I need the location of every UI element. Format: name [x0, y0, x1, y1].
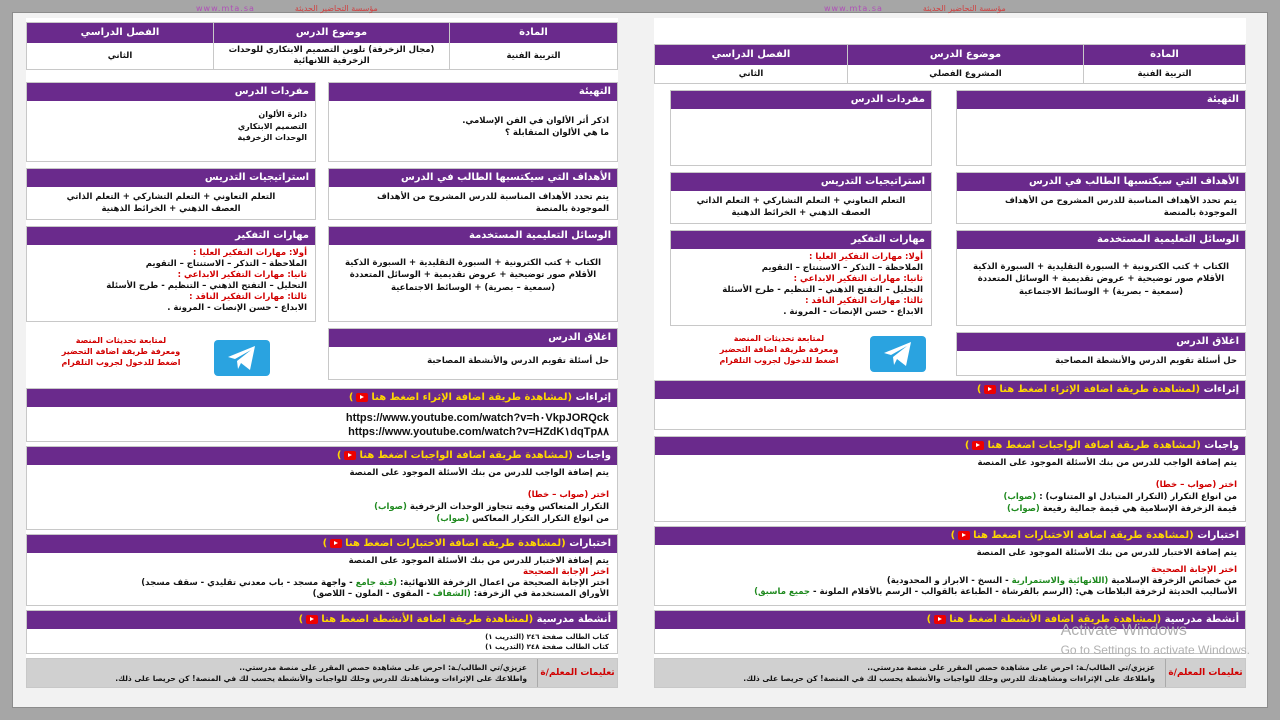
question-text: من خصائص الزخرفة الإسلامية — [1111, 576, 1237, 587]
tests-question — [663, 576, 1237, 587]
tests-header — [27, 535, 617, 553]
tests-title: اختبارات — [569, 538, 611, 549]
thinking-title: مهارات التفكير — [27, 227, 315, 245]
activities-header — [27, 611, 617, 629]
promo-line: اضغط للدخول لجروب التلقرام — [61, 357, 181, 367]
homework-question — [35, 502, 609, 514]
answer-text: (صواب) — [1007, 503, 1040, 514]
intro-line: ما هي الألوان المتقابلة ؟ — [504, 128, 609, 139]
bracket: ) — [336, 450, 342, 461]
tests-header — [655, 527, 1245, 545]
intro-title: التهيئة — [329, 83, 617, 101]
vocab-box — [670, 90, 932, 166]
enrich-header — [27, 389, 617, 407]
topic-value: (مجال الزخرفة) تلوين التصميم الابتكاري للوحدات الزخرفية اللانهائية — [228, 45, 435, 66]
answer-text: (صواب) — [374, 501, 407, 512]
youtube-icon[interactable] — [958, 531, 970, 540]
options-text: - النسخ - الابراز و المحدودية) — [886, 576, 1009, 587]
answer-text: (اللانهائية والاستمرارية — [1011, 576, 1109, 587]
thinking-heading: ثالثا: مهارات التفكير الناقد : — [189, 292, 307, 303]
bracket: ) — [298, 614, 304, 625]
youtube-icon[interactable] — [934, 615, 946, 624]
subject-value: التربية الفنية — [506, 50, 561, 61]
tools-title: الوسائل التعليمية المستخدمة — [957, 231, 1245, 249]
strategies-line: العصف الذهني + الخرائط الذهنية — [101, 204, 241, 215]
youtube-icon[interactable] — [356, 393, 368, 402]
activities-section — [654, 610, 1246, 654]
homework-section — [26, 446, 618, 530]
goals-title: الأهداف التي سيكتسبها الطالب في الدرس — [957, 173, 1245, 191]
homework-question — [663, 492, 1237, 504]
tools-line: الكتاب + كتب الكترونية + السبورة التقليدية + السبورة الذكية — [973, 262, 1229, 272]
topic-label: موضوع الدرس — [214, 23, 449, 43]
goals-text: يتم تحدد الأهداف المناسبة للدرس المشروح من الأهداف الموجودة بالمنصة — [1004, 196, 1237, 219]
topic-label: موضوع الدرس — [848, 45, 1083, 65]
thinking-line: الابداع - حسن الإنصات - المرونة . — [167, 303, 307, 314]
term-cell — [27, 23, 213, 69]
teacher-line: عزيزي/تي الطالب/ـة: احرص على مشاهدة حصص المقرر على منصة مدرستي.. — [239, 663, 527, 672]
question-text: اختر الإجابة الصحيحة من اعمال الزخرفة اللانهائية: — [399, 578, 609, 589]
promo-line: لمتابعة تحديثات المنصة — [733, 334, 825, 343]
answer-text: (الشفاف — [432, 589, 471, 600]
question-text: من انواع التكرار التكرار المعاكس — [472, 513, 609, 524]
tools-title: الوسائل التعليمية المستخدمة — [329, 227, 617, 245]
question-text: الأساليب الحديثة لزخرفة البلاطات هي: (الرسم بالفرشاة - الطباعة بالقوالب - الرسم بالأقلام الملونة - — [812, 587, 1237, 598]
tools-box — [956, 230, 1246, 326]
enrich-section — [26, 388, 618, 442]
homework-intro: يتم إضافة الواجب للدرس من بنك الأسئلة الموجود على المنصة — [977, 458, 1237, 468]
homework-question — [35, 514, 609, 526]
intro-line: اذكر أثر الألوان في الفن الإسلامي. — [462, 116, 609, 126]
homework-instruction: اختر (صواب – خطا) — [1155, 479, 1237, 490]
topic-value: المشروع الفصلي — [929, 68, 1002, 79]
tools-line: الأقلام صور توضيحية + عروض تقديمية + الوسائل المتعددة — [349, 270, 597, 281]
homework-header — [27, 447, 617, 465]
goals-title: الأهداف التي سيكتسبها الطالب في الدرس — [329, 169, 617, 187]
tests-help-link[interactable]: (لمشاهدة طريقة اضافة الاختبارات اضغط هنا — [345, 538, 566, 549]
promo-line: ومعرفة طريقة اضافة التحضير — [719, 344, 839, 354]
enrich-help-link[interactable]: (لمشاهدة طريقة اضافة الإثراء اضغط هنا — [371, 392, 573, 403]
subject-cell — [449, 23, 617, 69]
homework-section — [654, 436, 1246, 522]
options-text: - واجهة مسجد - باب معدني تقليدي - سقف مسجد) — [141, 578, 353, 589]
lesson-header — [654, 44, 1246, 84]
topic-cell — [213, 23, 449, 69]
tests-title: اختبارات — [1197, 530, 1239, 541]
activity-item: كتاب الطالب صفحة ٢٤٨ (التدريب ١) — [485, 643, 609, 652]
thinking-line: الملاحظة – التذكر – الاستنتاج – التقويم — [145, 259, 307, 270]
subject-label: المادة — [1084, 45, 1245, 65]
thinking-heading: ثانيا: مهارات التفكير الابداعي : — [177, 270, 307, 281]
vocab-title: مفردات الدرس — [27, 83, 315, 101]
thinking-box — [670, 230, 932, 326]
telegram-promo[interactable] — [694, 334, 864, 366]
watermark-title: Activate Windows — [1060, 622, 1187, 639]
thinking-line: التحليل – التفتح الذهني – التنظيم - طرح الأسئلة — [722, 285, 923, 296]
tests-intro: يتم إضافة الاختبار للدرس من بنك الأسئلة الموجود على المنصة — [348, 556, 609, 566]
activity-item: كتاب الطالب صفحة ٢٤٦ (التدريب ١) — [485, 633, 609, 641]
tools-box — [328, 226, 618, 322]
teacher-label: تعليمات المعلم/ة — [537, 659, 617, 687]
bracket: ) — [976, 384, 982, 395]
bracket: ) — [926, 614, 932, 625]
youtube-icon[interactable] — [344, 451, 356, 460]
enrich-title: إثراءات — [575, 392, 611, 403]
thinking-line: الملاحظة – التذكر – الاستنتاج – التقويم — [761, 263, 923, 274]
site-url: www.mta.sa — [824, 4, 883, 13]
activities-title: أنشطة مدرسية — [536, 614, 611, 625]
homework-question — [663, 504, 1237, 516]
thinking-heading: أولا: مهارات التفكير العليا : — [808, 252, 923, 262]
site-banner — [196, 4, 378, 13]
teacher-line: عزيزي/تي الطالب/ـة: احرص على مشاهدة حصص المقرر على منصة مدرستي.. — [867, 663, 1155, 672]
youtube-link[interactable]: https://www.youtube.com/watch?v=h٠VkpJORQck — [345, 412, 609, 424]
enrich-header — [655, 381, 1245, 399]
homework-intro: يتم إضافة الواجب للدرس من بنك الأسئلة الموجود على المنصة — [349, 468, 609, 478]
teacher-line: واطلاعك على الإثراءات ومشاهدتك للدرس وحلك للواجبات والأنشطة يحسب لك في المنصة! كن حريصا على ذلك. — [115, 674, 527, 684]
enrich-title: إثراءات — [1203, 384, 1239, 395]
tests-section — [26, 534, 618, 606]
watermark-subtitle: Go to Settings to activate Windows. — [1060, 643, 1250, 657]
goals-box — [328, 168, 618, 220]
intro-box — [328, 82, 618, 162]
closing-text: حل أسئلة تقويم الدرس والأنشطة المصاحبة — [427, 356, 609, 366]
lesson-page-right — [654, 4, 1246, 688]
activities-section — [26, 610, 618, 654]
site-url: www.mta.sa — [196, 4, 255, 13]
tools-line: (سمعية – بصرية) + الوسائط الاجتماعية — [1018, 286, 1184, 297]
closing-box — [328, 328, 618, 380]
term-value: الثاني — [107, 50, 133, 61]
activities-header — [655, 611, 1245, 629]
strategies-line: العصف الذهني + الخرائط الذهنية — [731, 208, 871, 219]
youtube-icon[interactable] — [972, 441, 984, 450]
closing-text: حل أسئلة تقويم الدرس والأنشطة المصاحبة — [1055, 356, 1237, 366]
thinking-line: الابداع - حسن الإنصات - المرونة . — [783, 307, 923, 318]
activities-help-link[interactable]: (لمشاهدة طريقة اضافة الأنشطة اضغط هنا — [321, 614, 534, 625]
thinking-heading: ثانيا: مهارات التفكير الابداعي : — [793, 274, 923, 285]
site-banner — [824, 4, 1006, 13]
question-text: من انواع التكرار (التكرار المتبادل او المتناوب) : — [1039, 491, 1237, 502]
closing-box — [956, 332, 1246, 376]
site-name: مؤسسة التحاضير الحديثة — [294, 4, 378, 13]
youtube-icon[interactable] — [306, 615, 318, 624]
term-label: الفصل الدراسي — [27, 23, 213, 43]
promo-line: ومعرفة طريقة اضافة التحضير — [61, 346, 181, 356]
promo-line: اضغط للدخول لجروب التلقرام — [719, 355, 839, 365]
subject-cell — [1083, 45, 1245, 83]
enrich-help-link[interactable]: (لمشاهدة طريقة اضافة الإثراء اضغط هنا — [999, 384, 1201, 395]
closing-title: اغلاق الدرس — [957, 333, 1245, 351]
tests-question — [35, 589, 609, 600]
answer-text: (صواب) — [436, 513, 470, 524]
tests-help-link[interactable]: (لمشاهدة طريقة اضافة الاختبارات اضغط هنا — [973, 530, 1194, 541]
telegram-button[interactable] — [870, 336, 926, 372]
question-text: قيمة الزخرفة الإسلامية هي قيمة جمالية رفيعة — [1042, 503, 1237, 514]
strategies-box — [670, 172, 932, 224]
goals-text: يتم تحدد الأهداف المناسبة للدرس المشروح من الأهداف الموجودة بالمنصة — [376, 192, 609, 215]
topic-cell — [847, 45, 1083, 83]
thinking-box — [26, 226, 316, 322]
answer-text: جميع ماسبق) — [754, 587, 811, 598]
intro-title: التهيئة — [957, 91, 1245, 109]
activities-title: أنشطة مدرسية — [1164, 614, 1239, 625]
activities-help-link[interactable]: (لمشاهدة طريقة اضافة الأنشطة اضغط هنا — [949, 614, 1162, 625]
answer-text: (قبة جامع — [355, 578, 398, 589]
thinking-heading: ثالثا: مهارات التفكير الناقد : — [805, 296, 923, 307]
options-text: - المقوى - الملون – اللاصق) — [312, 589, 430, 600]
question-text: التكرار المتعاكس وفيه تتجاوز الوحدات الزخرفية — [409, 501, 609, 512]
vocab-title: مفردات الدرس — [671, 91, 931, 109]
promo-line: لمتابعة تحديثات المنصة — [75, 336, 167, 345]
bracket: ) — [950, 530, 956, 541]
teacher-line: واطلاعك على الإثراءات ومشاهدتك للدرس وحلك للواجبات والأنشطة يحسب لك في المنصة! كن حريصا على ذلك. — [743, 674, 1155, 684]
goals-box — [956, 172, 1246, 224]
strategies-box — [26, 168, 316, 220]
bracket: ) — [348, 392, 354, 403]
teacher-instructions — [654, 658, 1246, 688]
site-name: مؤسسة التحاضير الحديثة — [922, 4, 1006, 13]
telegram-promo[interactable] — [36, 336, 206, 368]
teacher-instructions — [26, 658, 618, 688]
tools-line: (سمعية – بصرية) + الوسائط الاجتماعية — [390, 282, 556, 293]
intro-box — [956, 90, 1246, 166]
homework-help-link[interactable]: (لمشاهدة طريقة اضافة الواجبات اضغط هنا — [359, 450, 573, 461]
question-text: الأوراق المستخدمة في الزخرفة: — [473, 589, 609, 600]
telegram-icon — [882, 340, 914, 368]
vocab-item: دائرة الألوان — [258, 110, 307, 119]
homework-title: واجبات — [576, 450, 611, 461]
lesson-header — [26, 22, 618, 70]
vocab-item: التصميم الابتكاري — [237, 121, 307, 131]
homework-help-link[interactable]: (لمشاهدة طريقة اضافة الواجبات اضغط هنا — [987, 440, 1201, 451]
tests-question — [663, 587, 1237, 598]
telegram-icon — [226, 344, 258, 372]
answer-text: (صواب) — [1003, 491, 1037, 502]
strategies-title: استراتيجيات التدريس — [27, 169, 315, 187]
vocab-box — [26, 82, 316, 162]
bracket: ) — [964, 440, 970, 451]
strategies-line: التعلم التعاوني + التعلم التشاركي + التعلم الذاتي — [66, 192, 276, 202]
tests-intro: يتم إضافة الاختبار للدرس من بنك الأسئلة الموجود على المنصة — [976, 548, 1237, 558]
homework-header — [655, 437, 1245, 455]
tests-section — [654, 526, 1246, 606]
tools-line: الأقلام صور توضيحية + عروض تقديمية + الوسائل المتعددة — [977, 274, 1225, 285]
thinking-heading: أولا: مهارات التفكير العليا : — [192, 248, 307, 258]
homework-title: واجبات — [1204, 440, 1239, 451]
strategies-title: استراتيجيات التدريس — [671, 173, 931, 191]
tests-instruction: اختر الإجابة الصحيحة — [1151, 565, 1237, 576]
youtube-icon[interactable] — [984, 385, 996, 394]
term-cell — [655, 45, 847, 83]
strategies-line: التعلم التعاوني + التعلم التشاركي + التعلم الذاتي — [696, 196, 906, 206]
youtube-link[interactable]: https://www.youtube.com/watch?v=HZdK١dqTp٨٨ — [348, 426, 609, 439]
thinking-line: التحليل – التفتح الذهني – التنظيم - طرح الأسئلة — [106, 281, 307, 292]
closing-title: اغلاق الدرس — [329, 329, 617, 347]
lesson-page-left — [26, 4, 618, 688]
vocab-item: الوحدات الزخرفية — [237, 133, 307, 143]
teacher-label: تعليمات المعلم/ة — [1165, 659, 1245, 687]
thinking-title: مهارات التفكير — [671, 231, 931, 249]
telegram-button[interactable] — [214, 340, 270, 376]
term-label: الفصل الدراسي — [655, 45, 847, 65]
subject-label: المادة — [450, 23, 617, 43]
tests-instruction: اختر الإجابة الصحيحة — [523, 567, 609, 578]
homework-instruction: اختر (صواب – خطا) — [527, 489, 609, 500]
bracket: ) — [322, 538, 328, 549]
tools-line: الكتاب + كتب الكترونية + السبورة التقليدية + السبورة الذكية — [345, 258, 601, 268]
tests-question — [35, 578, 609, 589]
enrich-section — [654, 380, 1246, 430]
subject-value: التربية الفنية — [1137, 68, 1192, 79]
youtube-icon[interactable] — [330, 539, 342, 548]
term-value: الثاني — [738, 68, 764, 79]
